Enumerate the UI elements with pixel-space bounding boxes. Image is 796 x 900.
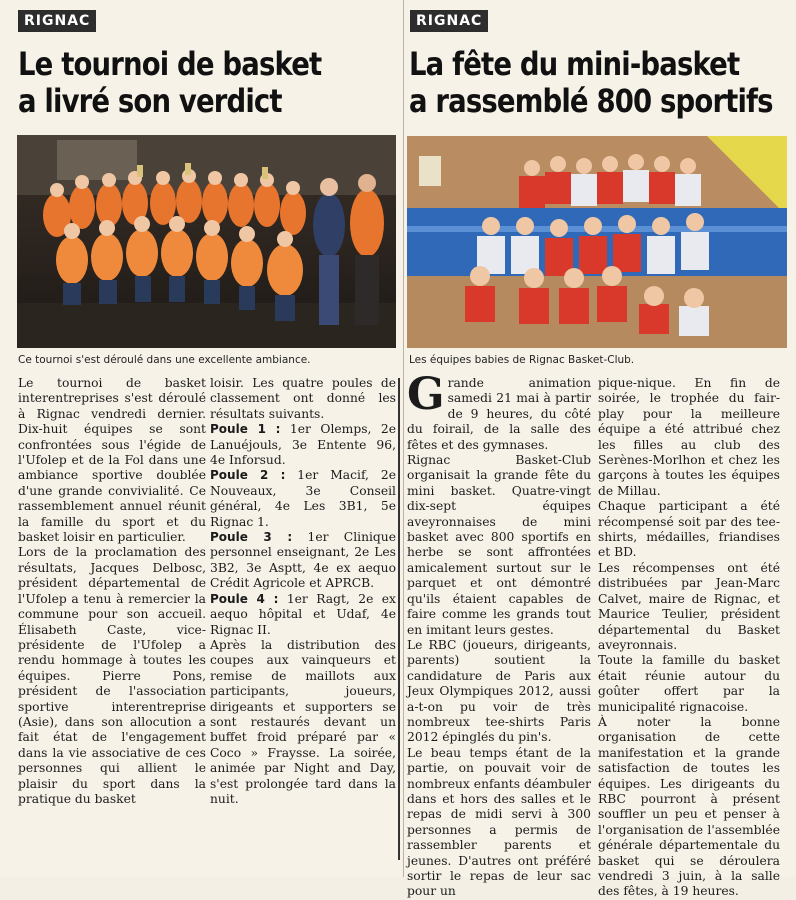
left-photo-tournament-group	[17, 135, 396, 348]
right-paragraph-3: Le RBC (joueurs, dirigeants, parents) soutient la candidature de Paris aux Jeux Olympiques 2012, aussi a-t-on pu voir de très nombreux tee-shirts Paris 2012 épinglés du pin's.	[407, 637, 591, 745]
right-paragraph-4: Le beau temps étant de la partie, on pouvait voir de nombreux enfants déambuler dans et hors des salles et le repas de midi servi à 300 personnes a permis de rassembler parents et jeunes. D'autres ont préféré sortir le repas de leur sac pour un	[407, 745, 591, 899]
right-article-column-1	[407, 369, 591, 900]
right-article-column-2	[598, 376, 780, 900]
poule-1-result	[210, 422, 396, 468]
right-paragraph-9: À noter la bonne organisation de cette manifestation et la grande satisfaction de toutes les équipes. Les dirigeants du RBC pourront à présent souffler un peu et penser à l'organisation de l'assemblée générale départementale du basket qui se déroulera vendredi 3 juin, à la salle des fêtes, à 19 heures.	[598, 714, 780, 899]
left-closing-paragraph: Après la distribution des coupes aux vainqueurs et remise de maillots aux participants, joueurs, dirigeants et supporters se sont restaurés devant un buffet froid préparé par « Coco » Fraysse. La soirée, animée par Night and Day, s'est prolongée tard dans la nuit.	[210, 637, 396, 806]
left-headline-line2: a livré son verdict	[18, 82, 282, 120]
right-paragraph-6: Chaque participant a été récompensé soit par des tee-shirts, médailles, friandises et BD.	[598, 499, 780, 560]
poule-2-result	[210, 468, 396, 530]
right-paragraph-2: Rignac Basket-Club organisait la grande fête du mini basket. Quatre-vingt dix-sept équipes aveyronnaises de mini basket avec 800 sportifs en herbe se sont affrontées amicalement surtout sur le parquet et ont démontré qu'ils étaient capables de faire comme les grands tout en imitant leurs gestes.	[407, 453, 591, 637]
right-paragraph-1-text: rande animation samedi 21 mai à partir de 9 heures, du côté du foirail, de la salle des fêtes et des gymnases.	[407, 376, 591, 452]
left-headline-line1: Le tournoi de basket	[18, 45, 322, 83]
poule-3-label: Poule 3 :	[210, 530, 293, 545]
article-separator	[403, 0, 404, 877]
tournament-group-image	[17, 135, 396, 348]
poule-4-result	[210, 592, 396, 638]
left-article-column-1	[18, 376, 206, 807]
poule-2-text: 1er Macif, 2e Nouveaux, 3e Conseil général, 4e Les 3B1, 5e Rignac 1.	[210, 468, 396, 529]
babies-team-image	[407, 136, 787, 348]
right-headline-line2: a rassemblé 800 sportifs	[409, 82, 773, 120]
poule-1-text: 1er Olemps, 2e Lanuéjouls, 3e Entente 96, 4e Inforsud.	[210, 422, 396, 468]
poule-4-label: Poule 4 :	[210, 591, 279, 606]
right-paragraph-8: Toute la famille du basket était réunie autour du goûter offert par la municipalité rignacoise.	[598, 653, 780, 714]
right-paragraph-7: Les récompenses ont été distribuées par Jean-Marc Calvet, maire de Rignac, et Maurice Teulier, président départemental du Basket aveyronnais.	[598, 560, 780, 652]
right-paragraph-5: pique-nique. En fin de soirée, le trophée du fair-play pour la meilleure équipe a été attribué chez les filles au club des Serènes-Morlhon et chez les garçons à toutes les équipes de Millau.	[598, 376, 780, 498]
right-article-left-rule	[398, 378, 400, 860]
left-photo-caption: Ce tournoi s'est déroulé dans une excellente ambiance.	[18, 354, 311, 366]
poule-1-label: Poule 1 :	[210, 422, 281, 437]
left-headline	[18, 46, 321, 120]
drop-cap: G	[407, 369, 445, 420]
right-photo-caption: Les équipes babies de Rignac Basket-Club.	[409, 354, 635, 366]
poule-4-text: 1er Ragt, 2e ex aequo hôpital et Udaf, 4e Rignac II.	[210, 591, 396, 637]
poule-2-label: Poule 2 :	[210, 468, 286, 483]
right-photo-babies-team	[407, 136, 787, 348]
right-headline	[409, 46, 773, 120]
left-paragraph-2: Lors de la proclamation des résultats, Jacques Delbosc, président départemental de l'Ufolep a tenu à remercier la commune pour son accueil. Élisabeth Caste, vice-présidente de l'Ufolep a rendu hommage à toutes les équipes. Pierre Pons, président de l'association sportive interentreprise (Asie), dans son allocution a fait état de l'engagement dans la vie associative de ces personnes qui allient le plaisir du sport dans la pratique du basket	[18, 545, 206, 806]
right-headline-line1: La fête du mini-basket	[409, 45, 740, 83]
left-article-column-2	[210, 376, 396, 807]
poule-3-result	[210, 530, 396, 592]
left-section-tag: RIGNAC	[18, 10, 96, 32]
poule-3-text: 1er Clinique personnel enseignant, 2e Les 3B2, 3e Asptt, 4e ex aequo Crédit Agricole et APRCB.	[210, 530, 396, 591]
left-paragraph-1: Le tournoi de basket interentreprises s'est déroulé à Rignac vendredi dernier. Dix-huit équipes se sont confrontées sous l'égide de l'Ufolep et de la Fol dans une ambiance sportive doublée d'une grande convivialité. Ce rassemblement annuel réunit la famille du sport et du basket loisir en particulier.	[18, 376, 206, 545]
right-section-tag: RIGNAC	[410, 10, 488, 32]
left-results-intro: loisir. Les quatre poules de classement ont donné les résultats suivants.	[210, 376, 396, 421]
right-paragraph-1	[407, 369, 591, 453]
